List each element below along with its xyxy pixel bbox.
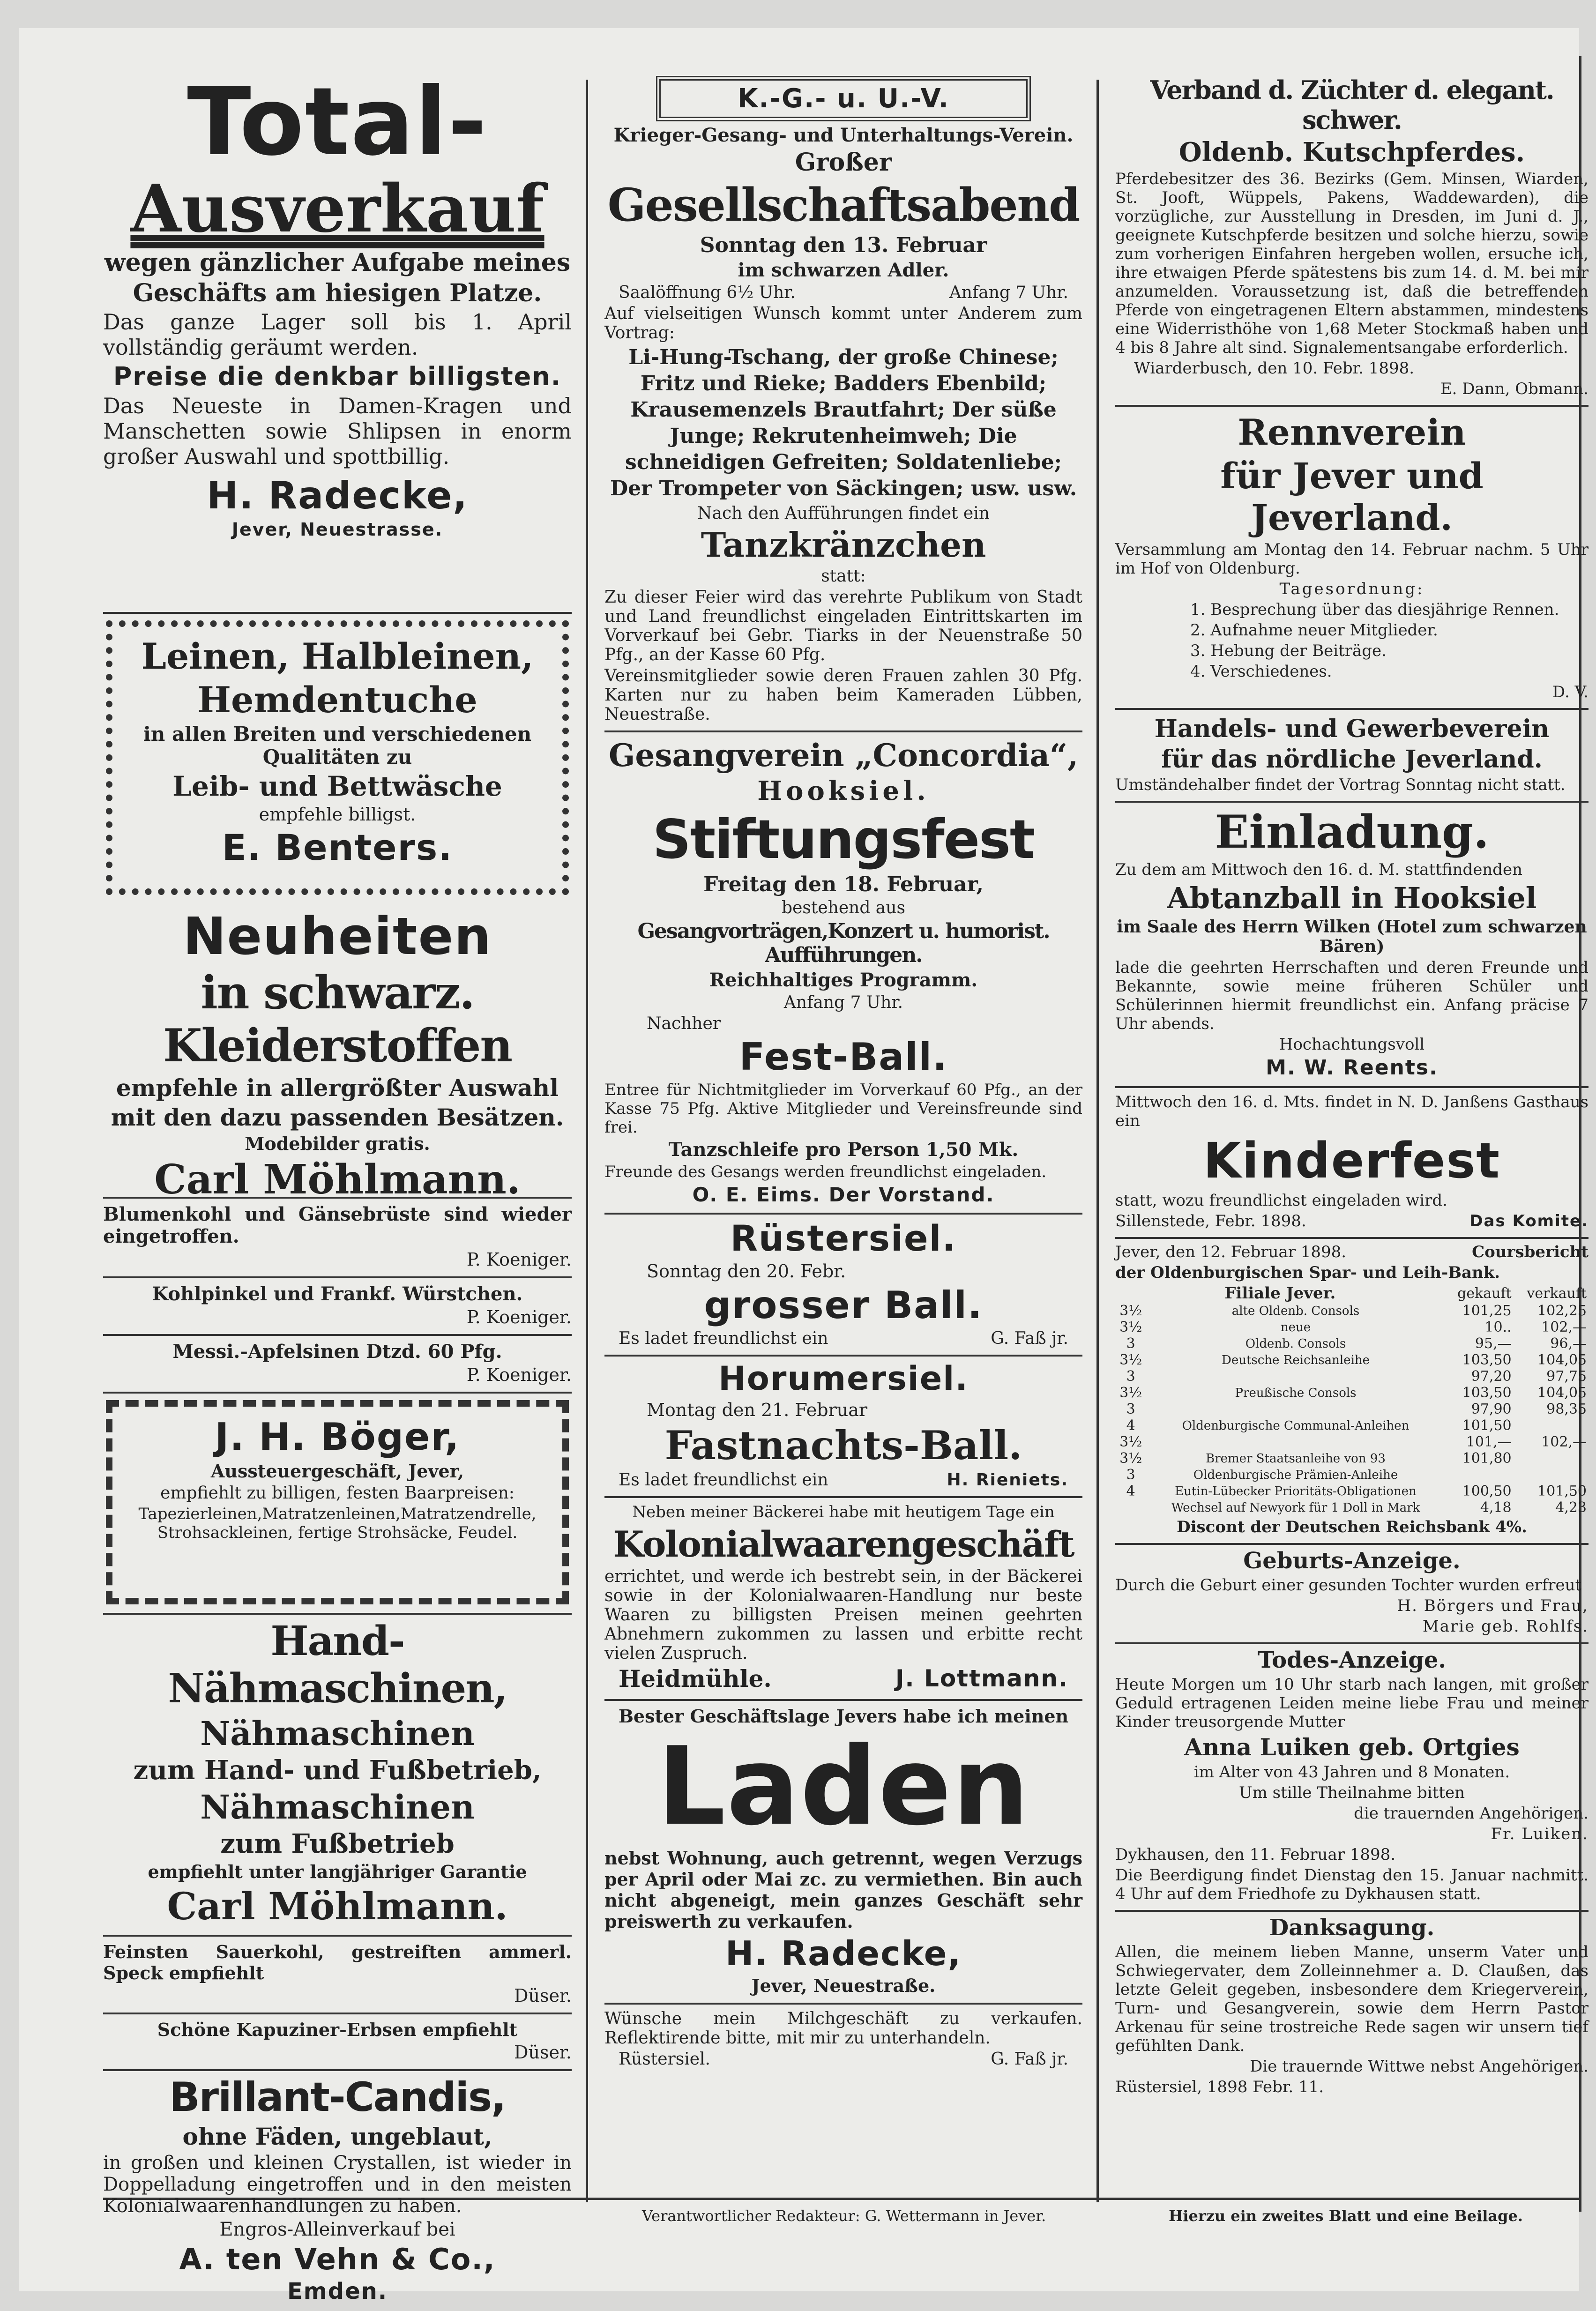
ad-place: Dykhausen, den 11. Februar 1898.: [1115, 1845, 1396, 1864]
ad-body: Umständehalber findet der Vortrag Sonntag nicht statt.: [1115, 775, 1566, 794]
ad-body: Freunde des Gesangs werden freundlichst eingeladen.: [604, 1163, 1047, 1181]
agenda-item: 3. Hebung der Beiträge.: [1190, 641, 1387, 660]
ad-headline: Stiftungsfest: [652, 808, 1035, 871]
table-cell: 4: [1126, 1417, 1135, 1434]
ad-text: bestehend aus: [782, 898, 905, 917]
table-row: [1115, 1335, 1589, 1352]
ad-text: Es ladet freundlichst ein: [619, 1329, 828, 1348]
ad-geburts-anzeige: [1115, 1545, 1589, 1644]
table-header-row: [1115, 1284, 1589, 1303]
ad-place: Rüstersiel.: [619, 2050, 710, 2069]
ad-headline: Geburts-Anzeige.: [1243, 1548, 1461, 1574]
table-cell: 102,—: [1541, 1319, 1587, 1335]
ad-text: der Oldenburgischen Spar- und Leih-Bank.: [1115, 1263, 1500, 1282]
ad-body: lade die geehrten Herrschaften und deren Freunde und Bekannte, sowie meine früheren Schüler und Schülerinnen hiermit freundlichst ein. Anfang präcise 7 Uhr abends.: [1115, 958, 1589, 1033]
table-cell: 100,50: [1462, 1483, 1512, 1499]
ad-footer-line: [619, 1329, 1068, 1348]
table-cell: 3½: [1119, 1303, 1142, 1319]
ad-text: im Saale des Herrn Wilken (Hotel zum schwarzen Bären): [1117, 917, 1587, 956]
ad-text: Leinen, Halbleinen,: [141, 635, 534, 677]
table-cell: neue: [1280, 1320, 1311, 1334]
table-cell: 3: [1126, 1368, 1135, 1385]
ad-body: Mittwoch den 16. d. Mts. findet in N. D. Janßens Gasthaus ein: [1115, 1093, 1589, 1130]
table-cell: Oldenburgische Prämien-Anleihe: [1193, 1468, 1398, 1482]
ad-text: Neben meiner Bäckerei habe mit heutigem Tage ein: [632, 1503, 1055, 1521]
table-cell: 3: [1126, 1401, 1135, 1417]
ad-benters: [103, 614, 572, 903]
ad-text: Tagesordnung:: [1279, 580, 1424, 598]
ad-body: Allen, die meinem lieben Manne, unserm Vater und Schwiegervater, dem Zolleinnehmer a. D. Claußen, das letzte Geleit gegeben, insbesondere dem Kriegerverein, Turn- und Gesangverein, sowie dem Herrn Pastor Arkenau für seine trostreiche Rede sagen wir unsern tief gefühlten Dank.: [1115, 1943, 1589, 2055]
ad-headline: J. H. Böger,: [215, 1415, 460, 1459]
ad-signature: A. ten Vehn & Co.,: [179, 2242, 496, 2276]
ad-signature: M. W. Reents.: [1266, 1056, 1438, 1080]
table-cell: 3: [1126, 1467, 1135, 1483]
ad-title-box: [656, 76, 1031, 121]
table-cell: 3½: [1119, 1434, 1142, 1450]
ad-todes-anzeige: [1115, 1644, 1589, 1912]
table-row: [1115, 1450, 1589, 1467]
ad-body: Kohlpinkel und Frankf. Würstchen.: [152, 1283, 523, 1305]
table-cell: 3½: [1119, 1450, 1142, 1467]
ad-candis: [103, 2071, 572, 2311]
ad-signature: H. Radecke,: [207, 474, 468, 517]
table-row: [1115, 1434, 1589, 1450]
ad-text: wegen gänzlicher Aufgabe meines: [104, 248, 571, 277]
ad-text: statt:: [821, 567, 866, 586]
table-cell: [1514, 1467, 1589, 1483]
ad-headline: Kolonialwaarengeschäft: [613, 1523, 1074, 1565]
table-cell: [1514, 1450, 1589, 1467]
table-cell: Preußische Consols: [1235, 1386, 1357, 1400]
ad-signature: P. Koeniger.: [466, 1249, 572, 1270]
table-cell: 97,90: [1471, 1401, 1512, 1417]
table-cell: [1146, 1368, 1445, 1385]
ad-headline: Rennverein: [1238, 411, 1466, 453]
ad-koeniger-1: [103, 1199, 572, 1278]
ad-text: Nach den Aufführungen findet ein: [697, 504, 990, 523]
table-cell: Eutin-Lübecker Prioritäts-Obligationen: [1175, 1484, 1417, 1498]
ad-headline: Todes-Anzeige.: [1257, 1647, 1447, 1673]
ad-text: die trauernden Angehörigen.: [1354, 1804, 1589, 1823]
table-cell: 102,25: [1537, 1303, 1587, 1319]
ad-signature: G. Faß jr.: [991, 2050, 1068, 2069]
newspaper-page: [19, 28, 1589, 2304]
ad-ruestersiel-ball: [604, 1215, 1082, 1357]
ad-text: Großer: [795, 148, 892, 177]
table-cell: [1445, 1467, 1514, 1483]
ad-body: Messi.-Apfelsinen Dtzd. 60 Pfg.: [172, 1341, 502, 1363]
ad-text: Gesangvorträgen,Konzert u. humorist. Aufführungen.: [637, 919, 1050, 967]
ad-place: Jever, Neuestrasse.: [231, 519, 443, 540]
table-cell: 98,35: [1546, 1401, 1587, 1417]
ad-boeger: [103, 1394, 572, 1615]
ad-laden: [604, 1701, 1082, 2005]
ad-text: Preise die denkbar billigsten.: [113, 362, 562, 391]
ad-coursbericht: [1115, 1239, 1589, 1545]
ad-place: Rüstersiel, 1898 Febr. 11.: [1115, 2078, 1324, 2096]
ad-text: Bester Geschäftslage Jevers habe ich meinen: [618, 1706, 1069, 1727]
ad-program: Li-Hung-Tschang, der große Chinese; Fritz und Rieke; Badders Ebenbild; Krausemenzels Brautfahrt; Der süße Junge; Rekrutenheimweh; Die schneidigen Gefreiten; Soldatenliebe; Der Trompeter von Säckingen; usw. usw.: [610, 345, 1077, 500]
ad-headline: Hand-Nähmaschinen,: [168, 1618, 507, 1712]
table-cell: 101,50: [1537, 1483, 1587, 1499]
ad-concordia: [604, 732, 1082, 1215]
ad-text: Filiale Jever.: [1224, 1284, 1336, 1303]
ad-subheadline: Abtanzball in Hooksiel: [1167, 881, 1537, 915]
table-row: [1115, 1417, 1589, 1434]
ad-headline: Danksagung.: [1269, 1915, 1435, 1941]
ad-headline: Handels- und Gewerbeverein: [1154, 715, 1550, 743]
ad-signature: P. Koeniger.: [466, 1364, 572, 1385]
ad-footer-line: [619, 1470, 1068, 1490]
ad-place: Jever, Neuestraße.: [751, 1975, 936, 1996]
ad-signature: E. Benters.: [222, 827, 453, 868]
table-cell: 10..: [1484, 1319, 1512, 1335]
ad-text: Saalöffnung 6½ Uhr.: [619, 283, 796, 302]
table-cell: 3: [1126, 1335, 1135, 1352]
ad-signature: H. Börgers und Frau,: [1397, 1596, 1589, 1615]
ad-neuheiten: [103, 903, 572, 1203]
table-cell: 3½: [1119, 1319, 1142, 1335]
ad-total-ausverkauf: [103, 67, 572, 614]
table-row: [1115, 1467, 1589, 1483]
table-cell: Oldenburgische Communal-Anleihen: [1182, 1418, 1410, 1433]
ad-subheadline: Fastnachts-Ball.: [664, 1422, 1022, 1469]
ad-headline: Kinderfest: [1203, 1132, 1500, 1189]
table-row: [1115, 1303, 1589, 1319]
ad-place: Sillenstede, Febr. 1898.: [1115, 1212, 1306, 1230]
ad-headline: Laden: [656, 1724, 1030, 1849]
ad-headline: Oldenb. Kutschpferdes.: [1178, 137, 1525, 168]
agenda-item: 4. Verschiedenes.: [1190, 662, 1332, 681]
ad-text: Anfang 7 Uhr.: [783, 993, 903, 1012]
page-footer: [103, 2207, 1551, 2230]
ad-headline: Total-: [187, 67, 488, 177]
ad-body: Das ganze Lager soll bis 1. April vollständig geräumt werden.: [103, 309, 572, 360]
ad-text: Sonntag den 13. Februar: [700, 233, 987, 257]
table-row: [1115, 1385, 1589, 1401]
table-row: [1115, 1352, 1589, 1368]
table-cell: 104,05: [1537, 1385, 1587, 1401]
agenda-item: 2. Aufnahme neuer Mitglieder.: [1190, 621, 1438, 640]
ad-text: Aussteuergeschäft, Jever,: [210, 1461, 464, 1482]
ad-signature: Carl Möhlmann.: [167, 1884, 508, 1928]
ad-text: Wiarderbusch, den 10. Febr. 1898.: [1134, 359, 1415, 378]
ad-headline: Brillant-Candis,: [169, 2074, 506, 2121]
ad-text: zum Hand- und Fußbetrieb,: [133, 1755, 542, 1786]
ad-text: Reichhaltiges Programm.: [709, 969, 978, 991]
editor-line: Verantwortlicher Redakteur: G. Wettermann in Jever.: [642, 2207, 1046, 2225]
ad-text: statt, wozu freundlichst eingeladen wird.: [1115, 1191, 1447, 1210]
column-1: [103, 67, 572, 2304]
ad-text: Engros-Alleinverkauf bei: [219, 2219, 455, 2240]
ad-text: im schwarzen Adler.: [738, 259, 949, 281]
ad-body: Das Neueste in Damen-Kragen und Manschetten sowie Shlipsen in enorm großer Auswahl und spottbillig.: [103, 393, 572, 469]
ad-subheadline: Gesellschaftsabend: [607, 179, 1080, 231]
table-cell: 95,—: [1475, 1335, 1512, 1352]
ad-lottmann: [604, 1498, 1082, 1701]
ad-text: Sonntag den 20. Febr.: [647, 1261, 846, 1282]
ad-text: Gesangverein „Concordia“,: [609, 737, 1078, 774]
ad-footer-line: [619, 2050, 1068, 2069]
ad-subheadline: Anna Luiken geb. Ortgies: [1184, 1733, 1520, 1761]
table-row: [1115, 1499, 1589, 1516]
ad-dueser-2: [103, 2014, 572, 2071]
ad-text: zum Fußbetrieb: [220, 1828, 455, 1859]
ad-headline: Verband d. Züchter d. elegant. schwer.: [1150, 75, 1554, 135]
ad-place: Heidmühle.: [619, 1665, 772, 1692]
ad-signature: O. E. Eims. Der Vorstand.: [692, 1183, 995, 1206]
table-cell: 101,50: [1462, 1417, 1512, 1434]
ad-body: Durch die Geburt einer gesunden Tochter wurden erfreut: [1115, 1576, 1582, 1595]
chain-border-frame: [106, 620, 569, 895]
ad-rennverein: [1115, 407, 1589, 710]
ad-koeniger-3: [103, 1336, 572, 1394]
ad-signature: D. V.: [1552, 683, 1589, 701]
ad-verband-zuechter: [1115, 70, 1589, 407]
table-cell: [1146, 1401, 1445, 1417]
ad-text: empfehle billigst.: [259, 804, 416, 825]
ad-text: Geschäfts am hiesigen Platze.: [133, 279, 542, 307]
ad-naehmaschinen: [103, 1615, 572, 1937]
ad-signature: Fr. Luiken.: [1491, 1825, 1589, 1843]
ad-text: Discont der Deutschen Reichsbank 4%.: [1177, 1518, 1527, 1536]
ad-text: in allen Breiten und verschiedenen Qualitäten zu: [143, 723, 532, 768]
ad-text: empfehle in allergrößter Auswahl: [116, 1074, 559, 1102]
ad-text: im Alter von 43 Jahren und 8 Monaten.: [1193, 1763, 1510, 1782]
ad-text: Montag den 21. Februar: [647, 1400, 868, 1420]
table-cell: Deutsche Reichsanleihe: [1221, 1353, 1370, 1367]
ad-text: Um stille Theilnahme bitten: [1238, 1783, 1465, 1802]
ad-body: Die Beerdigung findet Dienstag den 15. Januar nachmitt. 4 Uhr auf dem Friedhofe zu Dykhausen statt.: [1115, 1866, 1589, 1903]
table-cell: 4: [1126, 1483, 1135, 1499]
table-cell: Oldenb. Consols: [1245, 1336, 1346, 1351]
table-cell: alte Oldenb. Consols: [1231, 1304, 1360, 1318]
ad-body: in großen und kleinen Crystallen, ist wieder in Doppelladung eingetroffen und in den meisten Kolonialwaarenhandlungen zu haben.: [103, 2152, 572, 2217]
table-cell: [1146, 1434, 1445, 1450]
ad-text: Modebilder gratis.: [245, 1133, 430, 1154]
table-cell: Wechsel auf Newyork für 1 Doll in Mark: [1171, 1500, 1420, 1515]
ad-body: Zu dem am Mittwoch den 16. d. M. stattfindenden: [1115, 860, 1523, 879]
ad-body: Auf vielseitigen Wunsch kommt unter Anderem zum Vortrag:: [604, 304, 1082, 343]
table-cell: [1115, 1499, 1146, 1516]
table-row: [1115, 1368, 1589, 1385]
ad-headline: für das nördliche Jeverland.: [1161, 745, 1543, 774]
ad-text: empfiehlt unter langjähriger Garantie: [148, 1861, 527, 1882]
ad-signature: G. Faß jr.: [991, 1329, 1068, 1348]
ad-headline: Neuheiten: [183, 906, 492, 966]
table-cell: 101,25: [1462, 1303, 1512, 1319]
table-row: [1115, 1483, 1589, 1499]
ad-signature: Carl Möhlmann.: [154, 1156, 521, 1203]
table-cell: 104,05: [1537, 1352, 1587, 1368]
ad-headline: Einladung.: [1215, 805, 1489, 858]
ad-text: Hooksiel.: [757, 775, 930, 806]
agenda-item: 1. Besprechung über das diesjährige Rennen.: [1190, 600, 1559, 619]
ad-text: Die trauernde Wittwe nebst Angehörigen.: [1250, 2057, 1589, 2076]
ad-times: [619, 283, 1068, 302]
supplement-note: Hierzu ein zweites Blatt und eine Beilage.: [1169, 2207, 1523, 2225]
ad-subheadline: Fest-Ball.: [739, 1035, 948, 1079]
table-cell: 97,20: [1471, 1368, 1512, 1385]
table-cell: 102,—: [1541, 1434, 1587, 1450]
ad-headline: K.-G.- u. U.-V.: [738, 83, 949, 114]
ad-text: mit den dazu passenden Besätzen.: [111, 1103, 564, 1131]
ad-headline: Horumersiel.: [718, 1359, 969, 1398]
table-cell: 96,—: [1550, 1335, 1587, 1352]
ad-body: Feinsten Sauerkohl, gestreiften ammerl. Speck empfiehlt: [103, 1941, 572, 1983]
ad-headline: Rüstersiel.: [730, 1217, 957, 1259]
table-cell: 3½: [1119, 1385, 1142, 1401]
ad-place: Emden.: [287, 2278, 388, 2304]
ad-text: Es ladet freundlichst ein: [619, 1470, 828, 1490]
ad-body: Pferdebesitzer des 36. Bezirks (Gem. Minsen, Wiarden, St. Jooft, Wüppels, Pakens, Waddewarden), die vorzügliche, zur Ausstellung in Dresden, im Juni d. J., geeignete Kutschpferde besitzen und solche hierzu, sowie zum vorherigen Einfahren hergeben wollen, ersuche ich, ihre etwaigen Pferde spätestens bis zum 14. d. M. bei mir anzumelden. Voraussetzung ist, daß die betreffenden Pferde von eingetragenen Eltern abstammen, mindestens eine Widerristhöhe von 1,68 Meter Stockmaß haben und 4 bis 8 Jahre alt sind. Signalementsangabe erforderlich.: [1115, 170, 1589, 357]
ad-signature: Düser.: [514, 2042, 572, 2063]
ad-signature: Das Komite.: [1469, 1212, 1589, 1230]
ad-body: Schöne Kapuziner-Erbsen empfiehlt: [157, 2019, 518, 2040]
ad-text: Nähmaschinen: [200, 1788, 475, 1826]
column-rule: [1096, 80, 1099, 2202]
ad-body: Heute Morgen um 10 Uhr starb nach langen, mit großer Geduld ertragenen Leiden meine liebe Frau und meiner Kinder treusorgende Mutter: [1115, 1675, 1589, 1731]
table-cell: [1514, 1417, 1589, 1434]
column-2: [604, 70, 1082, 2184]
ad-footer-line: [619, 1665, 1068, 1692]
ad-subheadline: Tanzkränzchen: [701, 525, 986, 565]
table-cell: Bremer Staatsanleihe von 93: [1206, 1451, 1386, 1466]
table-cell: 4,23: [1555, 1499, 1587, 1516]
ad-gewerbeverein: [1115, 710, 1589, 803]
ad-text: Tanzschleife pro Person 1,50 Mk.: [668, 1139, 1019, 1161]
ad-signature: H. Rieniets.: [947, 1470, 1068, 1490]
ad-text: Krieger-Gesang- und Unterhaltungs-Verein.: [613, 124, 1074, 146]
ad-headline: für Jever und Jeverland.: [1220, 455, 1484, 538]
ad-body: Zu dieser Feier wird das verehrte Publikum von Stadt und Land freundlichst eingeladen Eintrittskarten im Vorverkauf bei Gebr. Tiarks in der Neuenstraße 50 Pfg., an der Kasse 60 Pfg.: [604, 588, 1082, 664]
ad-koeniger-2: [103, 1278, 572, 1336]
ad-text: Hemdentuche: [197, 679, 477, 721]
ad-kinderfest: [1115, 1088, 1589, 1239]
ad-text: Nähmaschinen: [200, 1714, 475, 1753]
table-cell: 103,50: [1462, 1352, 1512, 1368]
ad-subheadline: Ausverkauf: [130, 171, 544, 247]
ad-krieger-verein: [604, 70, 1082, 732]
ad-text: Anfang 7 Uhr.: [949, 283, 1068, 302]
ad-text: empfiehlt zu billigen, festen Baarpreisen:: [160, 1484, 515, 1503]
table-header: gekauft: [1457, 1285, 1512, 1302]
ad-signature: Marie geb. Rohlfs.: [1422, 1617, 1589, 1636]
table-row: [1115, 1401, 1589, 1417]
ad-signature: H. Radecke,: [725, 1934, 962, 1973]
ad-body: Vereinsmitglieder sowie deren Frauen zahlen 30 Pfg. Karten nur zu haben beim Kameraden Lübben, Neuestraße.: [604, 666, 1082, 724]
table-cell: 101,80: [1462, 1450, 1512, 1467]
ad-text: Jever, den 12. Februar 1898.: [1115, 1243, 1347, 1261]
ad-body: Versammlung am Montag den 14. Februar nachm. 5 Uhr im Hof von Oldenburg.: [1115, 540, 1589, 578]
table-cell: 3½: [1119, 1352, 1142, 1368]
column-3: [1115, 70, 1589, 2184]
column-rule: [586, 80, 588, 2202]
ad-body: errichtet, und werde ich bestrebt sein, in der Bäckerei sowie in der Kolonialwaaren-Handlung nur beste Waaren zu billigsten Preisen meinen geehrten Abnehmern zukommen zu lassen und erbitte recht vielen Zuspruch.: [604, 1567, 1082, 1663]
exchange-table: [1115, 1284, 1589, 1516]
ad-headline: Coursbericht: [1472, 1243, 1589, 1261]
ad-body: Wünsche mein Milchgeschäft zu verkaufen. Reflektirende bitte, mit mir zu unterhandeln.: [604, 2009, 1082, 2048]
table-row: [1115, 1319, 1589, 1335]
ad-body: Blumenkohl und Gänsebrüste sind wieder eingetroffen.: [103, 1203, 572, 1247]
ad-body: Tapezierleinen,Matratzenleinen,Matratzendrelle, Strohsackleinen, fertige Strohsäcke, Feudel.: [138, 1505, 537, 1542]
ad-body: nebst Wohnung, auch getrennt, wegen Verzugs per April oder Mai zc. zu vermiethen. Bin auch nicht abgeneigt, mein ganzes Geschäft sehr preiswerth zu verkaufen.: [604, 1848, 1082, 1932]
ad-milchgeschaeft: [604, 2005, 1082, 2075]
ad-signature: Düser.: [514, 1985, 572, 2006]
ad-signature: J. Lottmann.: [895, 1665, 1068, 1692]
ad-signature: P. Koeniger.: [466, 1307, 572, 1327]
table-header: verkauft: [1527, 1285, 1587, 1302]
ad-signature: E. Dann, Obmann.: [1440, 380, 1589, 398]
ad-footer-line: [1115, 1212, 1589, 1230]
cross-border-frame: [106, 1400, 569, 1604]
ad-text: Leib- und Bettwäsche: [172, 770, 502, 802]
ad-body: Entree für Nichtmitglieder im Vorverkauf 60 Pfg., an der Kasse 75 Pfg. Aktive Mitglieder und Vereinsfreunde sind frei.: [604, 1081, 1082, 1137]
table-cell: 101,—: [1466, 1434, 1512, 1450]
table-cell: 4,18: [1480, 1499, 1512, 1516]
ad-text: ohne Fäden, ungeblaut,: [182, 2123, 492, 2150]
table-cell: 103,50: [1462, 1385, 1512, 1401]
ad-einladung: [1115, 803, 1589, 1088]
ad-text: Hochachtungsvoll: [1279, 1035, 1425, 1054]
ad-dueser-1: [103, 1937, 572, 2014]
ad-danksagung: [1115, 1912, 1589, 2103]
ad-header-line: [1115, 1243, 1589, 1261]
ad-text: Nachher: [647, 1014, 721, 1033]
ad-horumersiel-ball: [604, 1357, 1082, 1498]
ad-subheadline: grosser Ball.: [704, 1283, 983, 1327]
ad-text: Freitag den 18. Februar,: [703, 872, 984, 896]
table-cell: 97,75: [1546, 1368, 1587, 1385]
ad-subheadline: in schwarz. Kleiderstoffen: [163, 966, 512, 1072]
